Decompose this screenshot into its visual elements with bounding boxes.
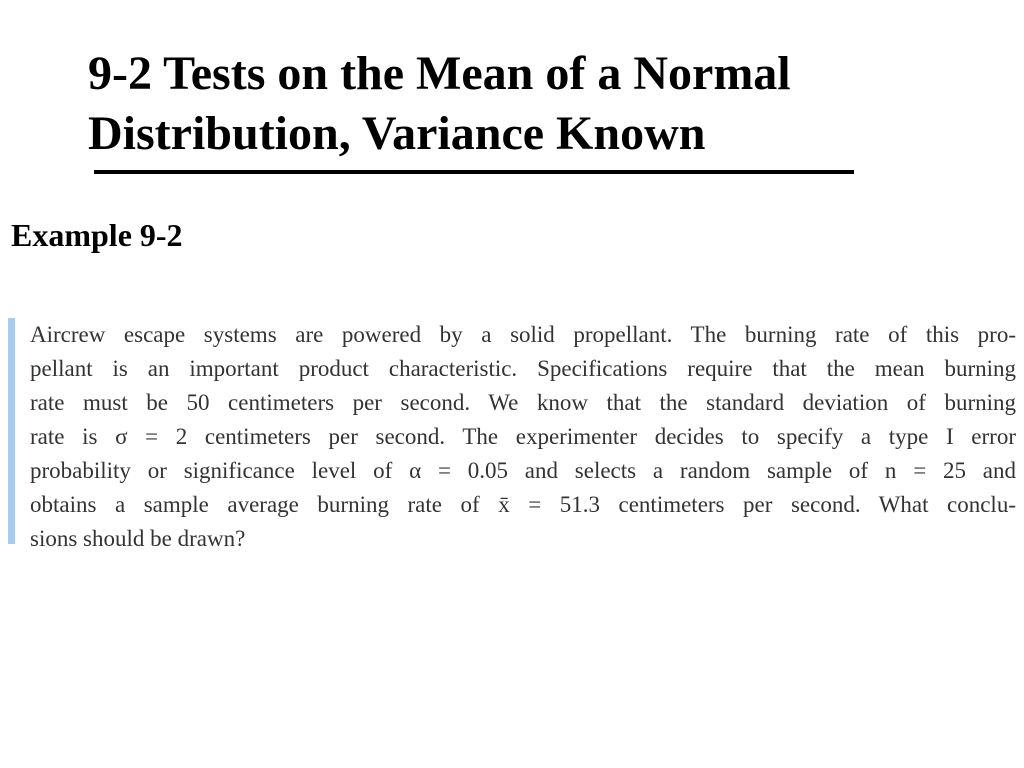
- problem-line-2: pellant is an important product characteristic. Specifications require that the mean burning: [30, 356, 1016, 381]
- problem-excerpt: [8, 318, 1018, 551]
- slide-title-line-2: Distribution, Variance Known: [88, 107, 706, 160]
- problem-line-5: probability or significance level of α = 0.05 and selects a random sample of n = 25 and: [30, 458, 1016, 483]
- slide-title-line-1: 9-2 Tests on the Mean of a Normal: [88, 47, 791, 100]
- problem-statement: [30, 318, 1016, 556]
- problem-line-4: rate is σ = 2 centimeters per second. The experimenter decides to specify a type I error: [30, 424, 1016, 449]
- excerpt-accent-bar: [8, 318, 15, 544]
- problem-line-3: rate must be 50 centimeters per second. We know that the standard deviation of burning: [30, 390, 1016, 415]
- problem-line-7: sions should be drawn?: [30, 526, 246, 551]
- title-underline-divider: [94, 170, 854, 174]
- slide-title: [88, 44, 868, 164]
- problem-line-1: Aircrew escape systems are powered by a solid propellant. The burning rate of this pro-: [30, 322, 1016, 347]
- problem-line-6: obtains a sample average burning rate of x̄ = 51.3 centimeters per second. What conclu-: [30, 492, 1016, 517]
- example-heading: Example 9-2: [11, 217, 183, 253]
